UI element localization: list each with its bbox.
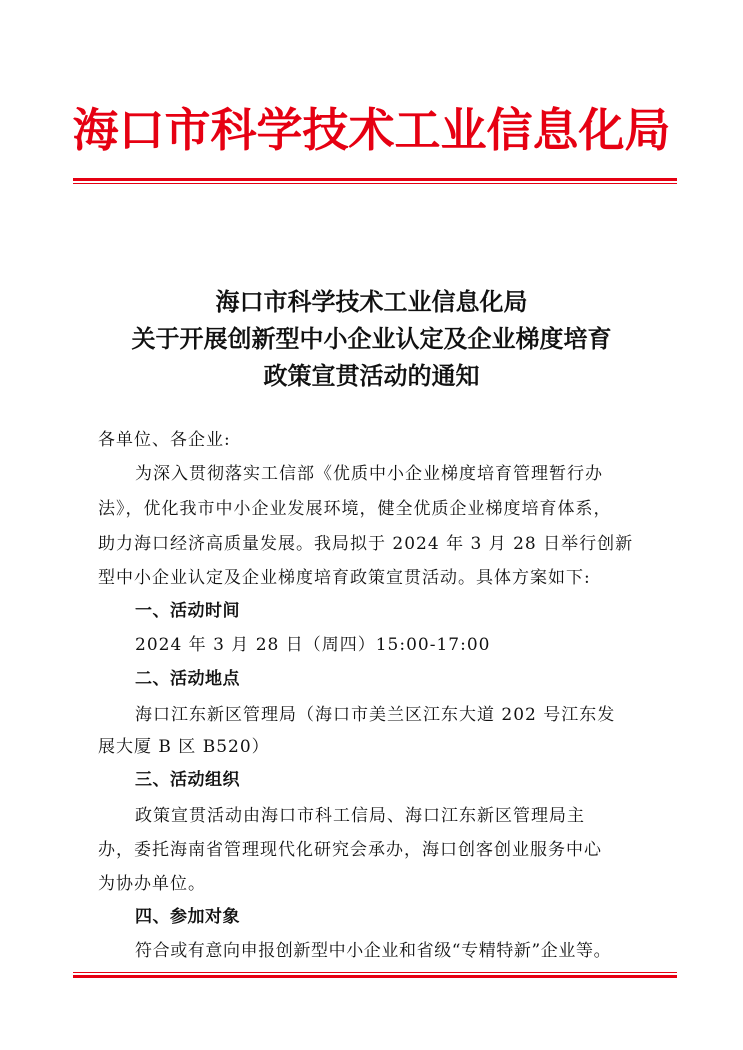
notice-title-line-3: 政策宣贯活动的通知 bbox=[263, 362, 480, 390]
section-organization-line-2: 办，委托海南省管理现代化研究会承办，海口创客创业服务中心 bbox=[98, 840, 602, 860]
footer-rule-thin bbox=[73, 972, 677, 973]
letterhead-title: 海口市科学技术工业信息化局 bbox=[72, 103, 671, 157]
section-participants-line-1: 符合或有意向申报创新型中小企业和省级“专精特新”企业等。 bbox=[135, 941, 612, 961]
letterhead-rule-thin bbox=[73, 183, 677, 184]
section-time-line-1: 2024 年 3 月 28 日（周四）15:00-17:00 bbox=[135, 635, 491, 655]
section-organization-line-3: 为协办单位。 bbox=[98, 874, 206, 894]
letterhead-rule-thick bbox=[73, 178, 677, 181]
section-heading-organization: 三、活动组织 bbox=[135, 770, 240, 790]
footer-rule-thick bbox=[73, 975, 677, 978]
section-heading-time: 一、活动时间 bbox=[135, 601, 240, 621]
section-heading-location: 二、活动地点 bbox=[135, 669, 240, 689]
intro-line-4: 型中小企业认定及企业梯度培育政策宣贯活动。具体方案如下: bbox=[98, 568, 591, 588]
section-organization-line-1: 政策宣贯活动由海口市科工信局、海口江东新区管理局主 bbox=[135, 806, 585, 826]
section-location-line-2: 展大厦 B 区 B520） bbox=[98, 737, 270, 757]
intro-line-3: 助力海口经济高质量发展。我局拟于 2024 年 3 月 28 日举行创新 bbox=[98, 534, 634, 554]
intro-line-1: 为深入贯彻落实工信部《优质中小企业梯度培育管理暂行办 bbox=[135, 464, 603, 484]
notice-title-line-2: 关于开展创新型中小企业认定及企业梯度培育 bbox=[131, 325, 612, 353]
salutation: 各单位、各企业: bbox=[98, 430, 231, 450]
notice-title-line-1: 海口市科学技术工业信息化局 bbox=[215, 288, 528, 316]
section-location-line-1: 海口江东新区管理局（海口市美兰区江东大道 202 号江东发 bbox=[135, 705, 616, 725]
section-heading-participants: 四、参加对象 bbox=[135, 907, 240, 927]
intro-line-2: 法》，优化我市中小企业发展环境，健全优质企业梯度培育体系， bbox=[98, 499, 612, 519]
